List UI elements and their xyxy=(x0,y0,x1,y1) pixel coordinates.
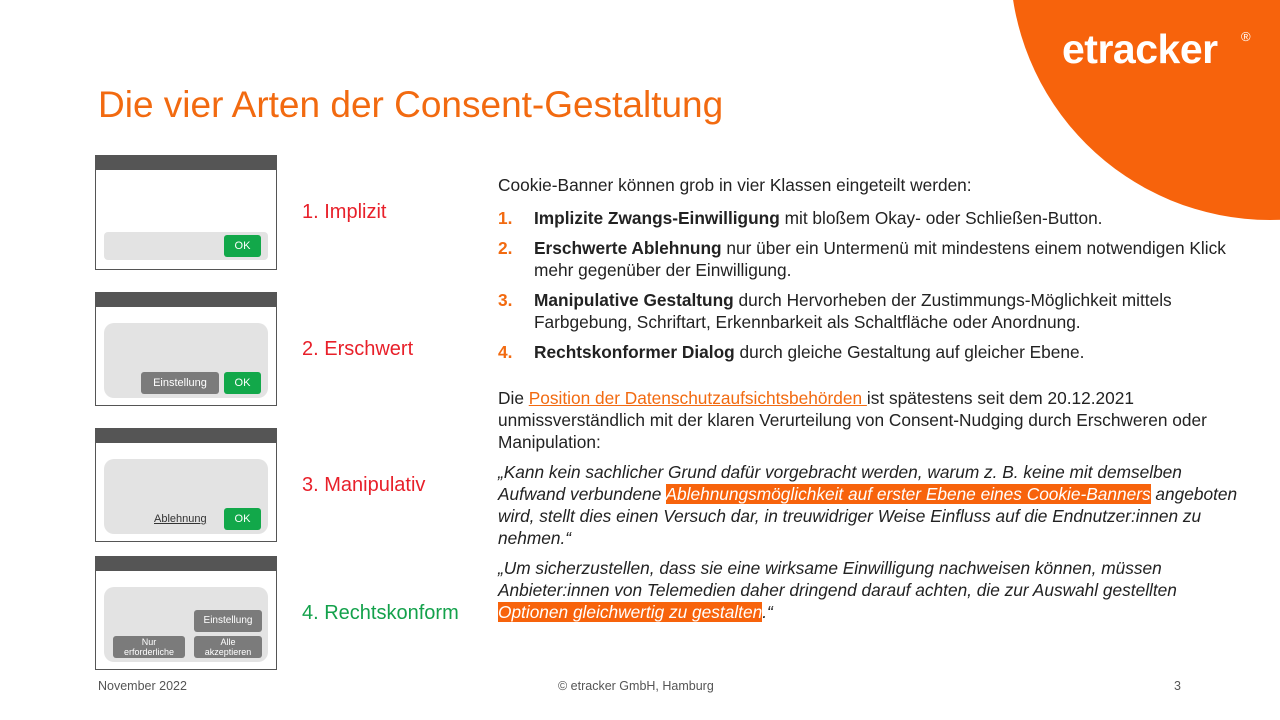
para-prefix: Die xyxy=(498,388,529,408)
ok-button[interactable]: OK xyxy=(224,372,261,394)
mockup-implicit xyxy=(95,155,277,270)
accept-all-button[interactable] xyxy=(194,636,262,658)
para-rest: ist spätestens seit dem 20.12.2021 unmissverständlich mit der klaren Verurteilung von Consent-Nudging durch Erschweren oder Manipulation: xyxy=(498,388,1207,452)
settings-button[interactable]: Einstellung xyxy=(194,610,262,632)
footer-date: November 2022 xyxy=(98,679,187,693)
necessary-only-button[interactable] xyxy=(113,636,185,658)
item-number: 3. xyxy=(498,290,513,310)
item-title: Erschwerte Ablehnung xyxy=(534,238,722,258)
list-item xyxy=(498,289,1238,333)
quote2-after: .“ xyxy=(762,602,773,622)
item-title: Implizite Zwangs-Einwilligung xyxy=(534,208,780,228)
item-text: durch Hervorheben der Zustimmungs-Möglichkeit mittels Farbgebung, Schriftart, Erkennbarkeit als Schaltfläche oder Anordnung. xyxy=(534,290,1172,332)
list-item xyxy=(498,207,1238,229)
quote2-before: „Um sicherzustellen, dass sie eine wirksame Einwilligung nachweisen können, müssen Anbieter:innen von Telemedien daher dringend darauf achten, die zur Auswahl gestellten xyxy=(498,558,1177,600)
mockup-difficult xyxy=(95,292,277,406)
content-block xyxy=(498,174,1238,631)
quote1-after: angeboten wird, stellt dies einen Versuch dar, in treuwidriger Weise Einfluss auf die Endnutzer:innen zu nehmen.“ xyxy=(498,484,1238,548)
reject-link[interactable]: Ablehnung xyxy=(154,513,207,525)
quote1-highlight: Ablehnungsmöglichkeit auf erster Ebene eines Cookie-Banners xyxy=(665,484,1151,504)
ok-button[interactable]: OK xyxy=(224,235,261,257)
footer-page-number: 3 xyxy=(1174,679,1181,693)
item-number: 4. xyxy=(498,342,513,362)
item-number: 2. xyxy=(498,238,513,258)
authority-position-link[interactable]: Position der Datenschutzaufsichtsbehörden xyxy=(528,388,867,408)
accept-line2: akzeptieren xyxy=(204,647,252,657)
mockup-titlebar xyxy=(96,293,276,307)
item-text: durch gleiche Gestaltung auf gleicher Ebene. xyxy=(734,342,1085,362)
label-compliant: 4. Rechtskonform xyxy=(302,602,459,624)
label-difficult: 2. Erschwert xyxy=(302,338,414,360)
mockup-titlebar xyxy=(96,557,276,571)
item-text: mit bloßem Okay- oder Schließen-Button. xyxy=(779,208,1103,228)
footer-copyright: © etracker GmbH, Hamburg xyxy=(558,679,714,693)
item-title: Manipulative Gestaltung xyxy=(534,290,734,310)
label-manipulative: 3. Manipulativ xyxy=(302,474,426,496)
mockup-manipulative xyxy=(95,428,277,542)
necessary-line1: Nur xyxy=(141,637,157,647)
necessary-line2: erforderliche xyxy=(123,647,175,657)
label-implicit: 1. Implizit xyxy=(302,201,387,223)
quote2-highlight: Optionen gleichwertig zu gestalten xyxy=(498,602,763,622)
mockup-compliant xyxy=(95,556,277,670)
quote-2 xyxy=(498,557,1238,623)
item-number: 1. xyxy=(498,208,513,228)
list-item xyxy=(498,341,1238,363)
list-item xyxy=(498,237,1238,281)
settings-button[interactable]: Einstellung xyxy=(141,372,219,394)
accept-line1: Alle xyxy=(220,637,236,647)
page-title: Die vier Arten der Consent-Gestaltung xyxy=(98,84,724,125)
intro-text: Cookie-Banner können grob in vier Klassen eingeteilt werden: xyxy=(498,175,972,195)
mockup-titlebar xyxy=(96,156,276,170)
classes-list xyxy=(498,207,1238,363)
quote1-before: „Kann kein sachlicher Grund dafür vorgebracht werden, warum z. B. keine mit demselben Aufwand verbundene xyxy=(498,462,1182,504)
item-text: nur über ein Untermenü mit mindestens einem notwendigen Klick mehr gegenüber der Einwilligung. xyxy=(534,238,1226,280)
registered-mark: ® xyxy=(1241,29,1251,44)
mockup-titlebar xyxy=(96,429,276,443)
item-title: Rechtskonformer Dialog xyxy=(534,342,735,362)
etracker-logo: etracker xyxy=(1062,26,1218,72)
authority-paragraph xyxy=(498,387,1238,453)
quote-1 xyxy=(498,461,1238,549)
ok-button[interactable]: OK xyxy=(224,508,261,530)
